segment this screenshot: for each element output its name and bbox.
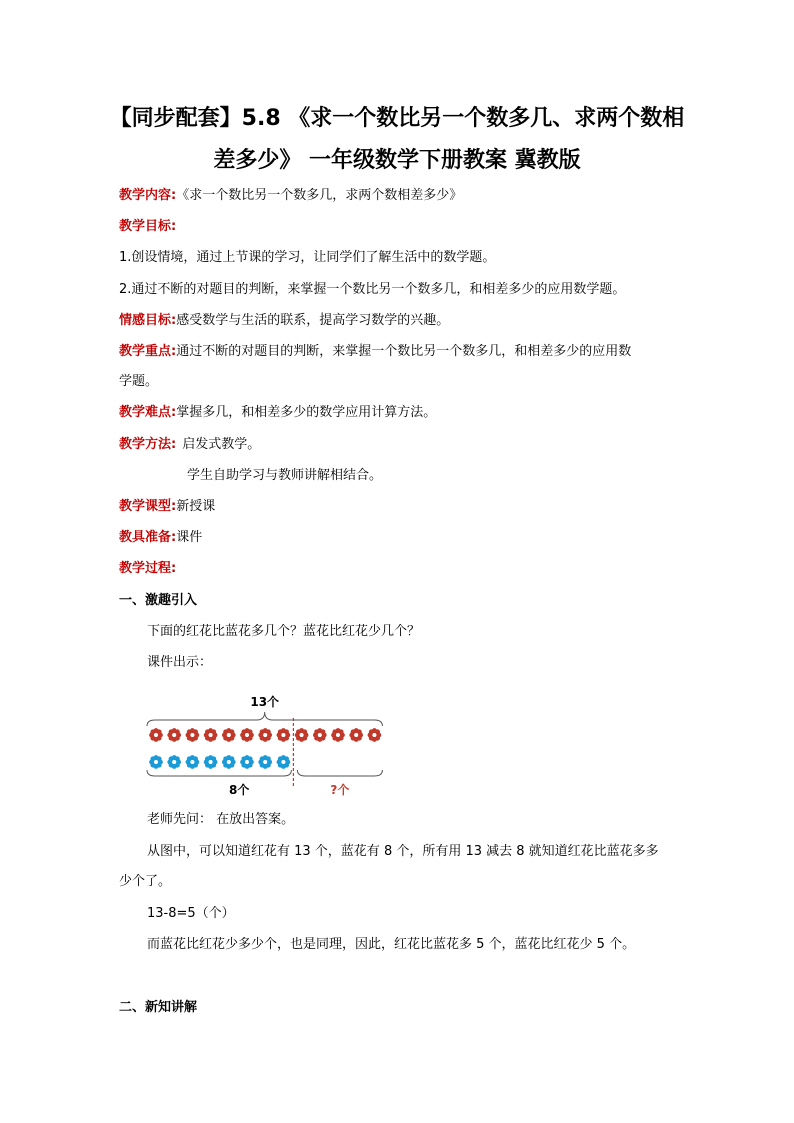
red-flower <box>277 728 291 742</box>
red-flower <box>349 728 363 742</box>
method-text: 启发式教学。 <box>182 437 261 452</box>
difficulty-text: 掌握多几，和相差多少的数学应用计算方法。 <box>176 405 437 420</box>
tools <box>119 528 202 548</box>
blue-flower <box>167 755 181 769</box>
conclusion: 而蓝花比红花少多少个，也是同理，因此，红花比蓝花多 5 个，蓝花比红花少 5 个。 <box>147 937 636 952</box>
red-flower <box>331 728 345 742</box>
teaching-content-label: 教学内容: <box>119 188 177 203</box>
emotion-goal-label: 情感目标: <box>119 313 177 328</box>
explanation-1: 从图中，可以知道红花有 13 个，蓝花有 8 个，所有用 13 减去 8 就知道红花比蓝花多多 <box>147 844 659 859</box>
emotion-goal-text: 感受数学与生活的联系，提高学习数学的兴趣。 <box>176 313 450 328</box>
doc-title-line2: 差多少》 一年级数学下册教案 冀教版 <box>213 148 581 173</box>
red-flower <box>295 728 309 742</box>
blue-flower <box>186 755 200 769</box>
blue-flower <box>149 755 163 769</box>
doc-title-line1: 【同步配套】5.8 《求一个数比另一个数多几、求两个数相 <box>109 106 685 131</box>
tools-label: 教具准备: <box>119 530 177 545</box>
blue-flower <box>204 755 218 769</box>
red-flower <box>186 728 200 742</box>
section-1-heading: 一、激趣引入 <box>119 593 198 608</box>
process-label: 教学过程: <box>119 561 177 576</box>
lesson-type <box>119 497 215 517</box>
total-label: 13个 <box>250 695 280 709</box>
blue-flower <box>277 755 291 769</box>
method-text-2: 学生自助学习与教师讲解相结合。 <box>187 468 383 483</box>
teaching-content <box>119 186 462 206</box>
teaching-goals-label: 教学目标: <box>119 219 177 234</box>
red-flower <box>258 728 272 742</box>
question: 下面的红花比蓝花多几个？蓝花比红花少几个？ <box>147 624 421 639</box>
blue-flower-row <box>149 755 290 769</box>
method <box>119 435 260 455</box>
difference-label: ?个 <box>330 783 350 797</box>
red-flower <box>204 728 218 742</box>
section-2-heading: 二、新知讲解 <box>119 1000 198 1015</box>
flower-diagram <box>140 690 400 800</box>
emotion-goal <box>119 311 449 331</box>
blue-flower <box>240 755 254 769</box>
blue-brace <box>147 770 291 776</box>
difficulty-label: 教学难点: <box>119 405 177 420</box>
red-flower <box>368 728 382 742</box>
red-flower <box>167 728 181 742</box>
equation: 13-8=5（个） <box>147 906 235 921</box>
blue-flower <box>258 755 272 769</box>
tools-text: 课件 <box>176 530 203 545</box>
blue-count-label: 8个 <box>229 783 250 797</box>
teacher-asks: 老师先问： 在放出答案。 <box>147 812 295 827</box>
method-label: 教学方法: <box>119 437 177 452</box>
key-point <box>119 342 631 362</box>
goal-2: 2.通过不断的对题目的判断，来掌握一个数比另一个数多几，和相差多少的应用数学题。 <box>119 282 626 297</box>
difference-brace <box>297 770 382 776</box>
red-flower <box>240 728 254 742</box>
blue-flower <box>222 755 236 769</box>
red-flower <box>149 728 163 742</box>
red-flower-row <box>149 728 381 742</box>
key-point-cont: 学题。 <box>119 374 159 389</box>
goal-1: 1.创设情境，通过上节课的学习，让同学们了解生活中的数学题。 <box>119 250 496 265</box>
teaching-content-text: 《求一个数比另一个数多几，求两个数相差多少》 <box>176 188 463 203</box>
key-point-text: 通过不断的对题目的判断，来掌握一个数比另一个数多几，和相差多少的应用数 <box>176 344 632 359</box>
lesson-type-text: 新授课 <box>176 499 216 514</box>
red-flower <box>222 728 236 742</box>
red-flower <box>313 728 327 742</box>
lesson-type-label: 教学课型: <box>119 499 177 514</box>
teaching-goals <box>119 217 176 237</box>
courseware: 课件出示： <box>147 655 213 670</box>
key-point-label: 教学重点: <box>119 344 177 359</box>
process <box>119 559 176 579</box>
explanation-2: 少个了。 <box>119 874 172 889</box>
difficulty <box>119 403 436 423</box>
total-brace <box>147 712 382 726</box>
